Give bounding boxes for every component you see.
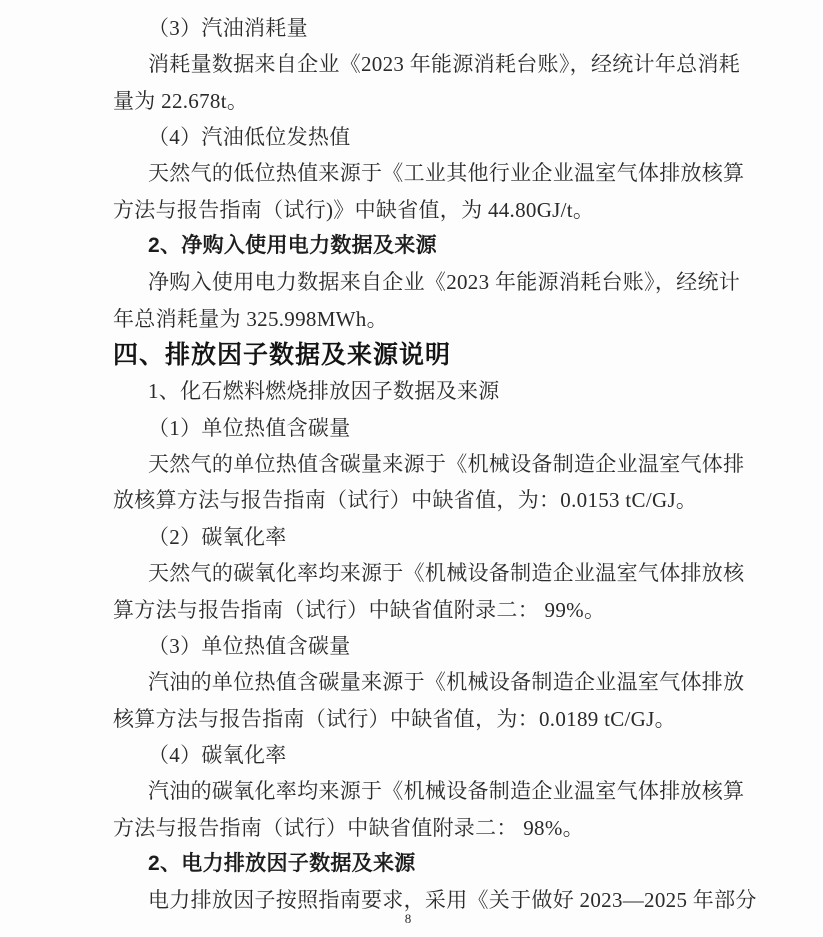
text-line: 电力排放因子按照指南要求，采用《关于做好 2023—2025 年部分 [148, 888, 757, 913]
text-line: 天然气的单位热值含碳量来源于《机械设备制造企业温室气体排 [148, 452, 745, 477]
text-line: 算方法与报告指南（试行）中缺省值附录二： 99%。 [113, 597, 606, 622]
text-line: （3）汽油消耗量 [148, 16, 308, 40]
text-line: 量为 22.678t。 [113, 88, 249, 113]
text-line: 1、化石燃料燃烧排放因子数据及来源 [148, 379, 500, 404]
text-line: 汽油的单位热值含碳量来源于《机械设备制造企业温室气体排放 [148, 670, 745, 695]
text-line: 天然气的低位热值来源于《工业其他行业企业温室气体排放核算 [148, 161, 745, 186]
text-line: （4）碳氧化率 [148, 742, 287, 767]
text-line: 放核算方法与报告指南（试行）中缺省值，为：0.0153 tC/GJ。 [113, 488, 698, 513]
text-line: 年总消耗量为 325.998MWh。 [113, 306, 388, 331]
text-line: 2、电力排放因子数据及来源 [148, 851, 416, 875]
document-content [113, 10, 757, 919]
text-line: 净购入使用电力数据来自企业《2023 年能源消耗台账》，经统计 [148, 270, 741, 295]
text-line: （4）汽油低位发热值 [148, 125, 351, 150]
text-line: （3）单位热值含碳量 [148, 633, 351, 658]
text-line: 方法与报告指南（试行)》中缺省值，为 44.80GJ/t。 [113, 197, 595, 222]
section-heading: 四、排放因子数据及来源说明 [113, 341, 452, 370]
text-line: 消耗量数据来自企业《2023 年能源消耗台账》，经统计年总消耗 [148, 52, 741, 77]
text-line: 2、净购入使用电力数据及来源 [148, 234, 437, 258]
text-line: （1）单位热值含碳量 [148, 415, 351, 440]
text-line: 核算方法与报告指南（试行）中缺省值，为：0.0189 tC/GJ。 [113, 706, 676, 731]
text-line: 汽油的碳氧化率均来源于《机械设备制造企业温室气体排放核算 [148, 779, 745, 804]
text-line: 天然气的碳氧化率均来源于《机械设备制造企业温室气体排放核 [148, 561, 745, 586]
text-line: 方法与报告指南（试行）中缺省值附录二： 98%。 [113, 815, 584, 840]
page-number: 8 [404, 911, 412, 926]
text-line: （2）碳氧化率 [148, 524, 287, 549]
